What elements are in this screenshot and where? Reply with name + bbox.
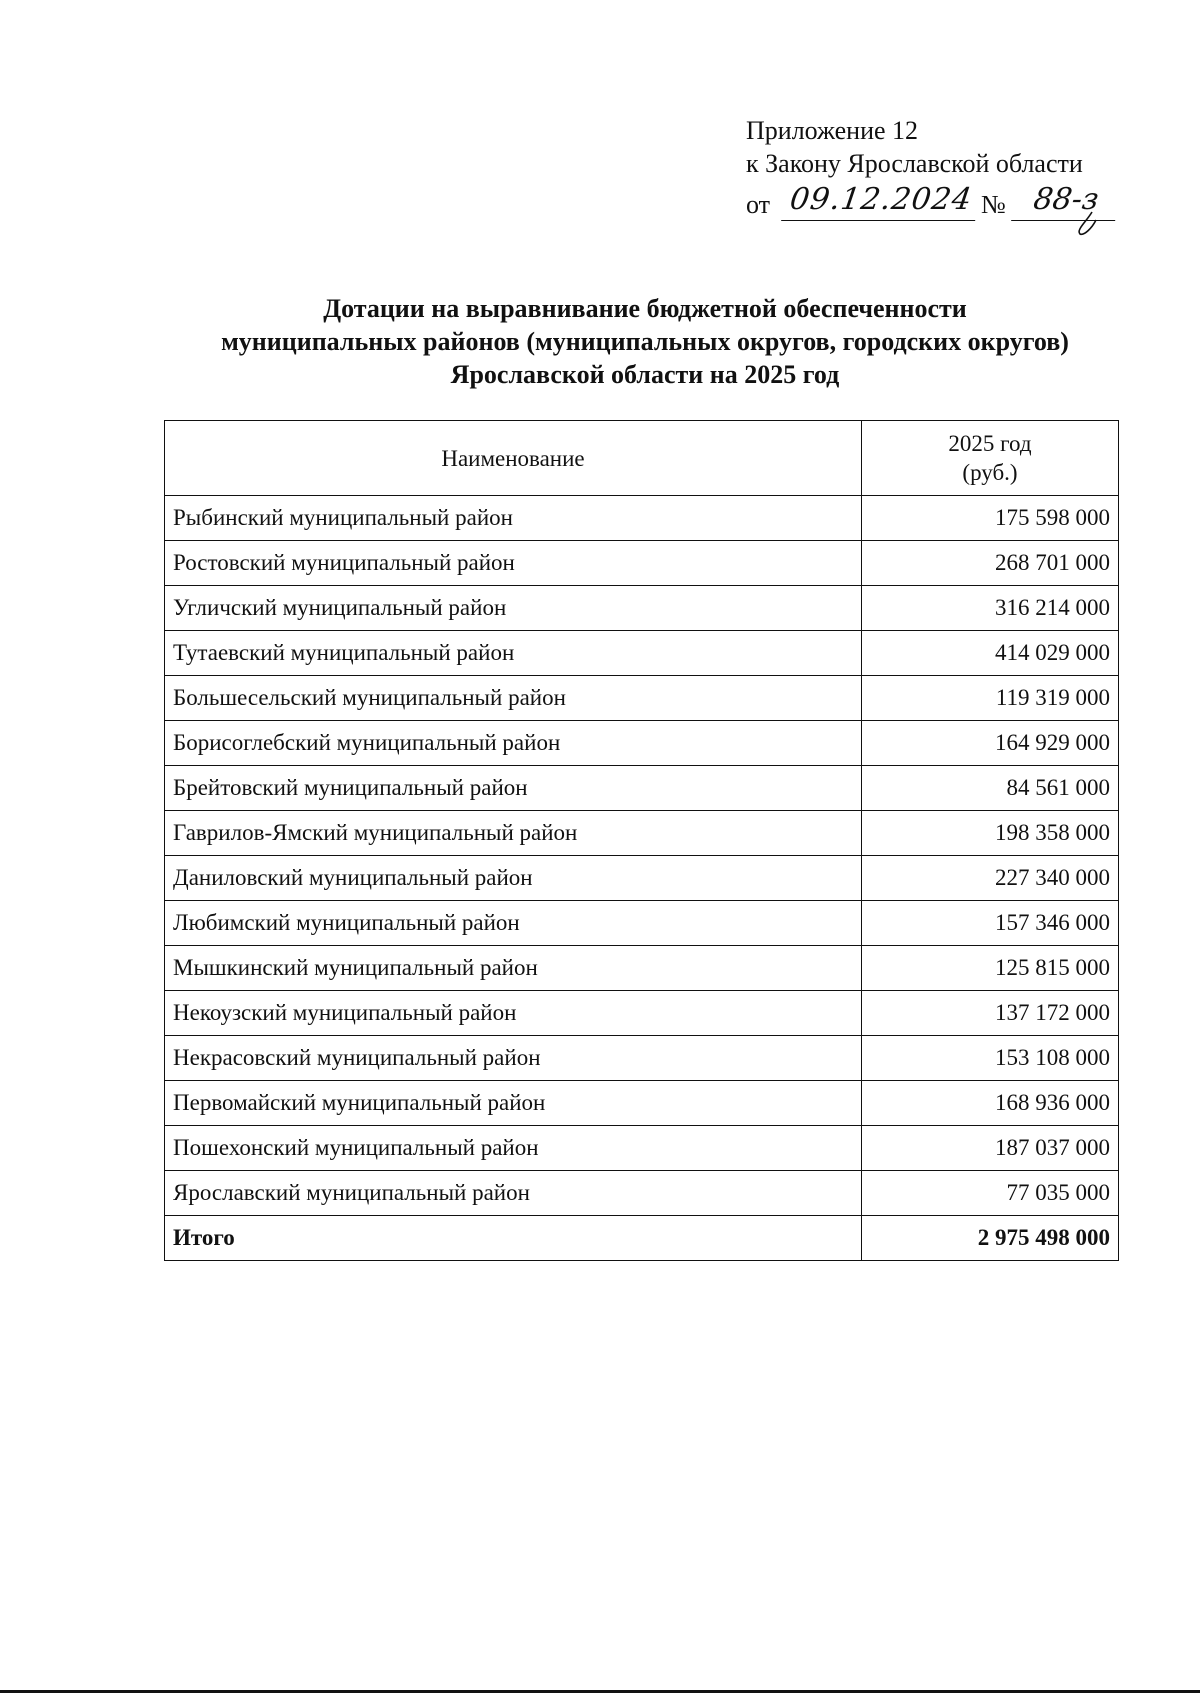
district-name: Брейтовский муниципальный район [165, 766, 862, 811]
grant-amount: 164 929 000 [862, 721, 1119, 766]
district-name: Даниловский муниципальный район [165, 856, 862, 901]
grant-amount: 198 358 000 [862, 811, 1119, 856]
date-prefix: от [746, 190, 771, 219]
column-header-name: Наименование [165, 421, 862, 496]
table-row [165, 1081, 1119, 1126]
handwritten-law-number: 88-з [1011, 180, 1121, 221]
page-bottom-edge [0, 1690, 1200, 1693]
table-row [165, 721, 1119, 766]
district-name: Рыбинский муниципальный район [165, 496, 862, 541]
district-name: Любимский муниципальный район [165, 901, 862, 946]
grant-amount: 77 035 000 [862, 1171, 1119, 1216]
appendix-header [746, 114, 1146, 224]
district-name: Угличский муниципальный район [165, 586, 862, 631]
total-row [165, 1216, 1119, 1261]
title-line-1: Дотации на выравнивание бюджетной обеспеченности [323, 294, 967, 323]
table-row [165, 856, 1119, 901]
table-row [165, 541, 1119, 586]
grant-amount: 125 815 000 [862, 946, 1119, 991]
table-row [165, 991, 1119, 1036]
grant-amount: 153 108 000 [862, 1036, 1119, 1081]
grant-amount: 157 346 000 [862, 901, 1119, 946]
district-name: Большесельский муниципальный район [165, 676, 862, 721]
table-row [165, 496, 1119, 541]
grant-amount: 316 214 000 [862, 586, 1119, 631]
district-name: Ростовский муниципальный район [165, 541, 862, 586]
grant-amount: 84 561 000 [862, 766, 1119, 811]
title-line-2: муниципальных районов (муниципальных округов, городских округов) [221, 327, 1069, 356]
table-row [165, 766, 1119, 811]
total-label: Итого [165, 1216, 862, 1261]
grants-table [164, 420, 1119, 1261]
column-header-unit: (руб.) [962, 460, 1018, 485]
table-row [165, 1171, 1119, 1216]
district-name: Некоузский муниципальный район [165, 991, 862, 1036]
grant-amount: 187 037 000 [862, 1126, 1119, 1171]
appendix-number: Приложение 12 [746, 116, 919, 145]
grant-amount: 227 340 000 [862, 856, 1119, 901]
table-row [165, 586, 1119, 631]
title-line-3: Ярославской области на 2025 год [450, 360, 840, 389]
district-name: Ярославский муниципальный район [165, 1171, 862, 1216]
table-row [165, 631, 1119, 676]
total-amount: 2 975 498 000 [862, 1216, 1119, 1261]
district-name: Гаврилов-Ямский муниципальный район [165, 811, 862, 856]
table-row [165, 811, 1119, 856]
law-date-number-line [746, 180, 1146, 224]
table-row [165, 901, 1119, 946]
grant-amount: 119 319 000 [862, 676, 1119, 721]
handwriting-flourish [1072, 210, 1102, 236]
table-row [165, 1126, 1119, 1171]
law-reference: к Закону Ярославской области [746, 149, 1083, 178]
column-header-value [862, 421, 1119, 496]
number-sign: № [981, 190, 1006, 219]
table-row [165, 946, 1119, 991]
district-name: Пошехонский муниципальный район [165, 1126, 862, 1171]
handwritten-date: 09.12.2024 [781, 180, 981, 221]
grant-amount: 414 029 000 [862, 631, 1119, 676]
document-title [150, 292, 1140, 391]
grant-amount: 268 701 000 [862, 541, 1119, 586]
table-header-row [165, 421, 1119, 496]
grant-amount: 137 172 000 [862, 991, 1119, 1036]
district-name: Мышкинский муниципальный район [165, 946, 862, 991]
table-row [165, 1036, 1119, 1081]
district-name: Некрасовский муниципальный район [165, 1036, 862, 1081]
district-name: Тутаевский муниципальный район [165, 631, 862, 676]
table-row [165, 676, 1119, 721]
grant-amount: 175 598 000 [862, 496, 1119, 541]
district-name: Борисоглебский муниципальный район [165, 721, 862, 766]
column-header-year: 2025 год [948, 431, 1032, 456]
district-name: Первомайский муниципальный район [165, 1081, 862, 1126]
grant-amount: 168 936 000 [862, 1081, 1119, 1126]
